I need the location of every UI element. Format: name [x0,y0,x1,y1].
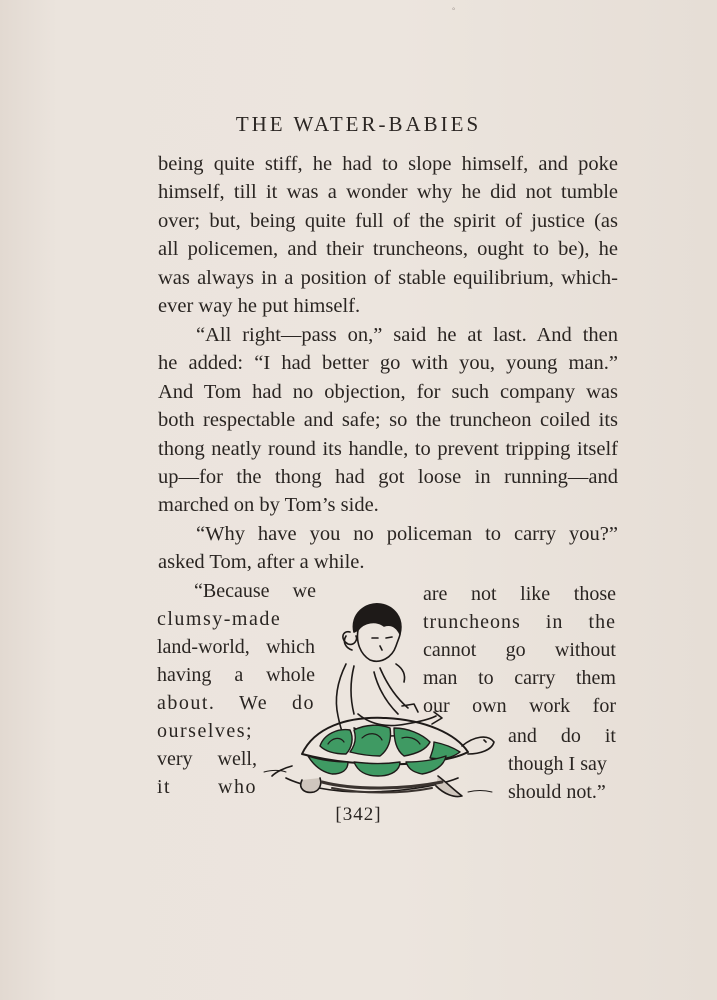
right-column-line: cannot go without [423,639,616,661]
printer-mark: ° [452,6,456,15]
text-line: both respectable and safe; so the truncheon coiled its [158,409,618,431]
left-column-line: land-world, which [157,636,315,658]
right-column-line: truncheons in the [423,611,616,633]
boy-on-tortoise-illustration [262,596,502,806]
text-line: “All right—pass on,” said he at last. And then [196,324,618,346]
right-column-line: man to carry them [423,667,616,689]
left-column-line: it who [157,776,257,798]
text-line: up—for the thong had got loose in running—and [158,466,618,488]
text-line: being quite stiff, he had to slope himself, and poke [158,153,618,175]
left-column-line: very well, [157,748,257,770]
left-column-line: having a whole [157,664,315,686]
right-column-line: and do it [508,725,616,747]
running-head: THE WATER-BABIES [235,112,482,136]
right-column-line: are not like those [423,583,616,605]
right-column-line: our own work for [423,695,616,717]
text-line: he added: “I had better go with you, young man.” [158,352,618,374]
text-line: thong neatly round its handle, to prevent tripping itself [158,438,618,460]
text-line: And Tom had no objection, for such company was [158,381,618,403]
text-line: marched on by Tom’s side. [158,494,379,516]
text-line: all policemen, and their truncheons, ought to be), he [158,238,618,260]
text-line: himself, till it was a wonder why he did not tumble [158,181,618,203]
left-column-line: about. We do [157,692,315,714]
text-line: “Why have you no policeman to carry you?” [196,523,618,545]
right-column-line: should not.” [508,781,606,803]
text-line: asked Tom, after a while. [158,551,365,573]
left-column-line: “Because we [194,580,316,602]
right-column-line: though I say [508,753,607,775]
text-line: ever way he put himself. [158,295,361,317]
page-number: [342] [335,804,382,825]
text-line: was always in a position of stable equilibrium, which- [158,267,618,289]
left-column-line: clumsy-made [157,608,282,630]
text-line: over; but, being quite full of the spirit of justice (as [158,210,618,232]
left-column-line: ourselves; [157,720,254,742]
